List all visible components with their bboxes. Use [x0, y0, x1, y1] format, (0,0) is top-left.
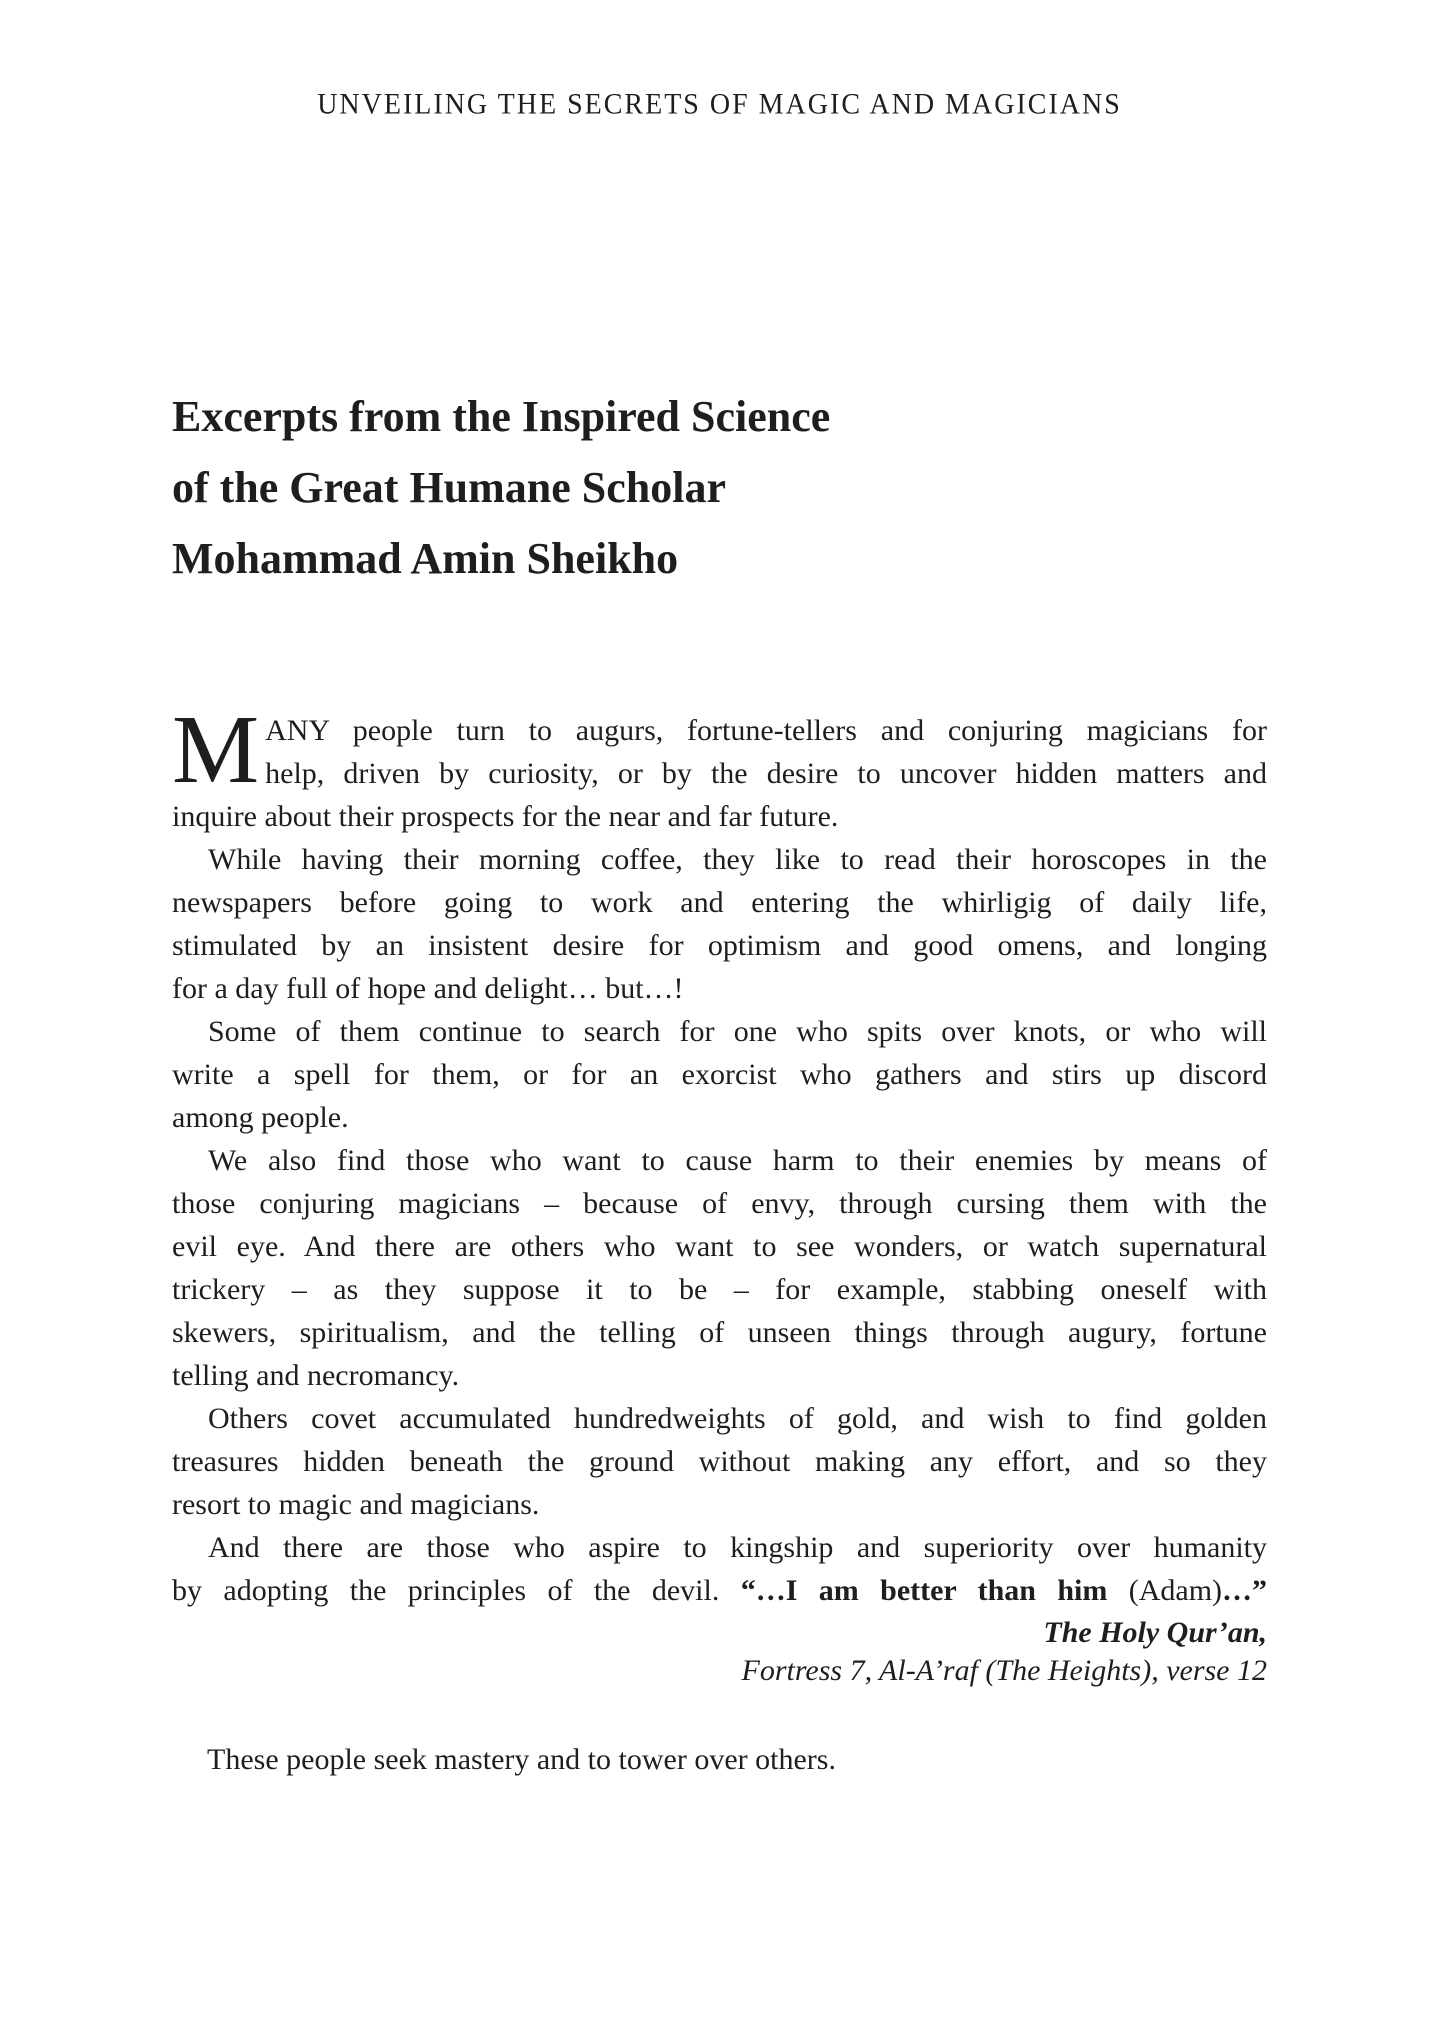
text-line: resort to magic and magicians.: [172, 1488, 540, 1521]
paragraph: [172, 1010, 1267, 1139]
text-line: [172, 1569, 1267, 1612]
text-line: We also find those who want to cause harm to their enemies by means of: [208, 1144, 1267, 1177]
quote-attribution: [172, 1614, 1267, 1690]
title-line: of the Great Humane Scholar: [172, 463, 727, 512]
text-line: for a day full of hope and delight… but…!: [172, 972, 684, 1005]
text-line: among people.: [172, 1101, 349, 1134]
running-header: UNVEILING THE SECRETS OF MAGIC AND MAGICIANS: [317, 88, 1122, 121]
text-line: write a spell for them, or for an exorcist who gathers and stirs up discord: [172, 1058, 1267, 1091]
text-line: those conjuring magicians – because of envy, through cursing them with the: [172, 1187, 1267, 1220]
text-segment: by adopting the principles of the devil.: [172, 1574, 741, 1607]
title-line: Excerpts from the Inspired Science: [172, 392, 831, 441]
text-line: trickery – as they suppose it to be – for example, stabbing oneself with: [172, 1273, 1267, 1306]
paragraph: [172, 1139, 1267, 1397]
paragraph: [172, 1397, 1267, 1526]
text-line: treasures hidden beneath the ground without making any effort, and so they: [172, 1445, 1267, 1478]
chapter-title: [172, 381, 1267, 594]
paragraph: [172, 696, 1267, 838]
text-segment: (Adam): [1128, 1574, 1223, 1607]
drop-cap: M: [172, 696, 260, 804]
body-text: [172, 696, 1268, 1612]
text-line: Some of them continue to search for one who spits over knots, or who will: [208, 1015, 1267, 1048]
text-line: While having their morning coffee, they like to read their horoscopes in the: [208, 843, 1267, 876]
closing-sentence: These people seek mastery and to tower over others.: [207, 1743, 836, 1776]
text-line: help, driven by curiosity, or by the desire to uncover hidden matters and: [265, 757, 1267, 790]
text-line: And there are those who aspire to kingship and superiority over humanity: [208, 1531, 1267, 1564]
paragraph: [172, 1526, 1267, 1612]
quote-reference: Fortress 7, Al-A’raf (The Heights), verse 12: [741, 1654, 1267, 1687]
text-line: evil eye. And there are others who want to see wonders, or watch supernatural: [172, 1230, 1267, 1263]
text-line: telling and necromancy.: [172, 1359, 460, 1392]
text-line: skewers, spiritualism, and the telling of unseen things through augury, fortune: [172, 1316, 1267, 1349]
text-line: Others covet accumulated hundredweights of gold, and wish to find golden: [208, 1402, 1267, 1435]
quoted-verse-text: “…I am better than him: [740, 1574, 1129, 1607]
page-content: [172, 0, 1267, 1781]
quote-source: The Holy Qur’an,: [1043, 1616, 1267, 1649]
text-line: stimulated by an insistent desire for optimism and good omens, and longing: [172, 929, 1267, 962]
text-line: inquire about their prospects for the near and far future.: [172, 800, 839, 833]
title-line: Mohammad Amin Sheikho: [172, 534, 679, 583]
quoted-verse-text: …”: [1222, 1574, 1268, 1607]
paragraph: [172, 838, 1267, 1010]
text-line: ANY people turn to augurs, fortune-tellers and conjuring magicians for: [265, 714, 1267, 747]
text-line: newspapers before going to work and entering the whirligig of daily life,: [172, 886, 1267, 919]
